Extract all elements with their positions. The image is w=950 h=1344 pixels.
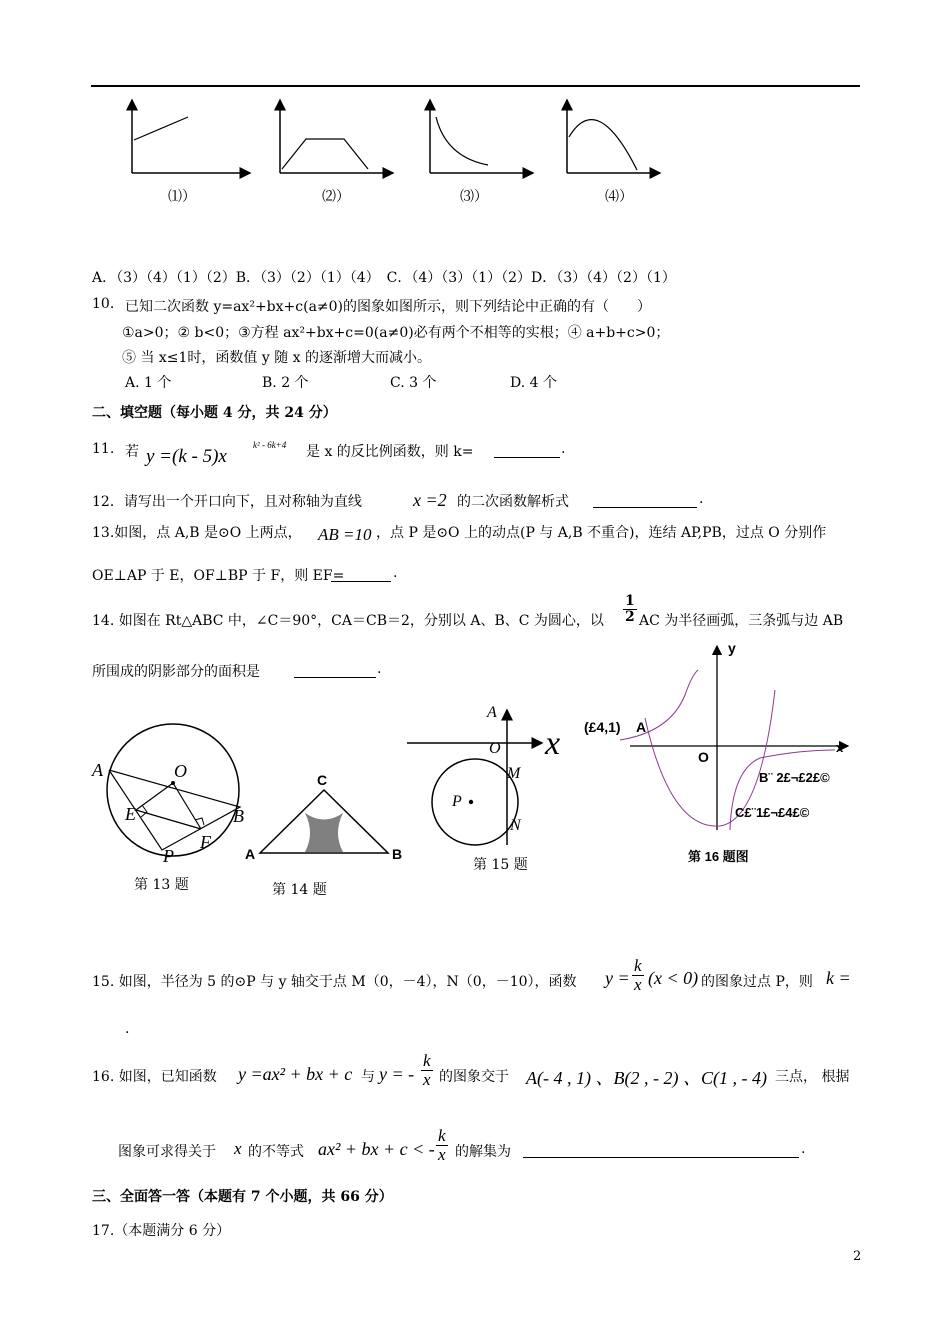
- fig14-label-c: C: [317, 772, 328, 788]
- q13-text-b: ，点 P 是⊙O 上的动点(P 与 A,B 不重合)，连结 AP,PB，过点 O 分别作: [376, 525, 827, 541]
- q12-answer-blank[interactable]: [593, 491, 697, 508]
- graph-3: [418, 95, 543, 185]
- fig15-label-p: P: [452, 793, 462, 810]
- q14-fraction: $\frac{1}{2}$: [625, 593, 635, 625]
- q13-answer-blank[interactable]: [331, 565, 391, 582]
- q17-heading: 17.（本题满分 6 分）: [92, 1223, 231, 1239]
- fig15-caption: 第 15 题: [473, 857, 528, 873]
- fig15-label-o: O: [489, 740, 501, 757]
- q15-y: y =: [605, 968, 630, 988]
- q11-number: 11.: [92, 441, 115, 457]
- q16-period: .: [801, 1141, 806, 1157]
- q13-period: .: [393, 565, 398, 581]
- q16-mid2: 的图象交于: [439, 1069, 509, 1085]
- q15-text-b: 的图象过点 P，则: [701, 974, 813, 990]
- fig16-label-a-coords: (£4,1): [584, 719, 621, 735]
- q9-options: A．（3）（4）（1）（2）B．（3）（2）（1）（4） C．（4）（3）（1）（2）D．（3）（4）（2）（1）: [92, 270, 676, 286]
- q15-line2: .: [125, 1021, 130, 1037]
- q10-option-d: D. 4 个: [510, 375, 557, 391]
- q15-fraction: $\frac{k}{x}$: [634, 956, 642, 994]
- q16-text-2a: 图象可求得关于: [118, 1144, 216, 1160]
- graph-label-1: ⑴）: [168, 189, 196, 205]
- q11-answer-blank[interactable]: [494, 441, 560, 458]
- q16-text-b: 三点， 根据: [775, 1069, 850, 1085]
- q10-option-b: B. 2 个: [262, 375, 309, 391]
- q10-stem: 已知二次函数 y=ax²+bx+c(a≠0)的图象如图所示，则下列结论中正确的有（ ）: [125, 299, 652, 315]
- fig16-label-a: A: [636, 719, 647, 735]
- fig13-label-a: A: [92, 760, 103, 780]
- graph-2: [268, 95, 403, 185]
- header-rule: [91, 85, 860, 87]
- fig15-label-n: N: [510, 817, 521, 834]
- fig16-label-c: C£¨1£¬£4£©: [735, 805, 810, 820]
- fig13-label-p: P: [163, 846, 174, 866]
- page-number: 2: [853, 1249, 862, 1264]
- q14-answer-blank[interactable]: [294, 661, 376, 678]
- graph-1: [120, 95, 255, 185]
- fig16-label-y: y: [728, 640, 736, 656]
- q10-option-c: C. 3 个: [390, 375, 437, 391]
- q12-period: .: [699, 491, 704, 507]
- fig15-label-m: M: [507, 765, 521, 782]
- q10-conditions-1: ①a>0；② b<0；③方程 ax²+bx+c=0(a≠0)必有两个不相等的实根；④ a+b+c>0；: [122, 325, 670, 341]
- q11-exponent: k² - 6k+4: [253, 440, 287, 450]
- fig16-label-o: O: [698, 749, 709, 765]
- q13-text-a: 13.如图，点 A,B 是⊙O 上两点，: [92, 525, 302, 541]
- q16-fraction-2: $\frac{k}{x}$: [438, 1126, 446, 1164]
- figure-16: [580, 640, 860, 840]
- section-3-title: 三、全面答一答（本题有 7 个小题，共 66 分）: [92, 1189, 393, 1205]
- q16-text-2c: 的解集为: [455, 1144, 511, 1160]
- fig16-caption: 第 16 题图: [688, 849, 749, 864]
- fig14-label-a: A: [245, 846, 256, 862]
- fig14-label-b: B: [392, 846, 403, 862]
- q11-prefix: 若: [125, 444, 139, 460]
- q10-conditions-2: ⑤ 当 x≤1时，函数值 y 随 x 的逐渐增大而减小。: [122, 350, 432, 366]
- q12-math: x =2: [413, 490, 447, 510]
- q16-inverse: y = -: [379, 1064, 415, 1084]
- q12-suffix: 的二次函数解析式: [457, 494, 569, 510]
- q14-text-a: 14. 如图在 Rt△ABC 中，∠C＝90°，CA＝CB＝2，分别以 A、B、C 为圆心，以: [92, 613, 604, 629]
- fig15-label-x: x: [545, 725, 561, 762]
- graph-label-3: ⑶）: [460, 189, 488, 205]
- fig16-label-b: B¨ 2£¬£2£©: [759, 770, 830, 785]
- q14-text-2: 所围成的阴影部分的面积是: [92, 664, 260, 680]
- q13-text-2: OE⊥AP 于 E，OF⊥BP 于 F，则 EF=: [92, 568, 345, 584]
- q16-text-a: 16. 如图，已知函数: [92, 1069, 217, 1085]
- q16-mid: 与: [361, 1069, 375, 1085]
- q16-points: A(- 4 , 1) 、B(2 , - 2) 、C(1 , - 4): [526, 1068, 767, 1088]
- q16-answer-blank[interactable]: [523, 1141, 799, 1158]
- fig15-label-a: A: [487, 704, 497, 721]
- q11-function: y =(k - 5)x: [146, 446, 227, 467]
- fig13-label-b: B: [233, 806, 244, 826]
- section-2-title: 二、填空题（每小题 4 分，共 24 分）: [92, 405, 337, 421]
- q15-text-a: 15. 如图，半径为 5 的⊙P 与 y 轴交于点 M（0，－4），N（0，－10），函数: [92, 974, 577, 990]
- q16-inequality: ax² + bx + c < -: [318, 1139, 435, 1159]
- fig13-label-o: O: [174, 761, 187, 781]
- graph-label-2: ⑵）: [322, 189, 350, 205]
- q15-k: k =: [826, 968, 851, 988]
- figure-15: [402, 700, 562, 850]
- fig13-label-e: E: [125, 804, 136, 824]
- q16-x: x: [234, 1139, 242, 1158]
- q16-text-2b: 的不等式: [248, 1144, 304, 1160]
- fig13-label-f: F: [200, 832, 211, 852]
- graph-4: [555, 95, 665, 185]
- q10-option-a: A. 1 个: [125, 375, 172, 391]
- q12-text: 12．请写出一个开口向下，且对称轴为直线: [92, 494, 362, 510]
- fig16-label-x: x: [836, 740, 844, 755]
- q14-period: .: [377, 661, 382, 677]
- q10-number: 10.: [92, 296, 115, 312]
- q13-math: AB =10: [318, 525, 372, 544]
- q16-quadratic: y =ax² + bx + c: [238, 1064, 353, 1084]
- q15-condition: (x < 0): [648, 968, 699, 988]
- fig13-caption: 第 13 题: [134, 877, 189, 893]
- fig14-caption: 第 14 题: [272, 882, 327, 898]
- q11-period: .: [561, 441, 566, 457]
- q11-suffix: 是 x 的反比例函数，则 k=: [306, 444, 474, 460]
- figure-14: [255, 788, 395, 858]
- q14-text-b: AC 为半径画弧，三条弧与边 AB: [639, 613, 844, 629]
- graph-label-4: ⑷）: [605, 189, 633, 205]
- q16-fraction-1: $\frac{k}{x}$: [423, 1051, 431, 1089]
